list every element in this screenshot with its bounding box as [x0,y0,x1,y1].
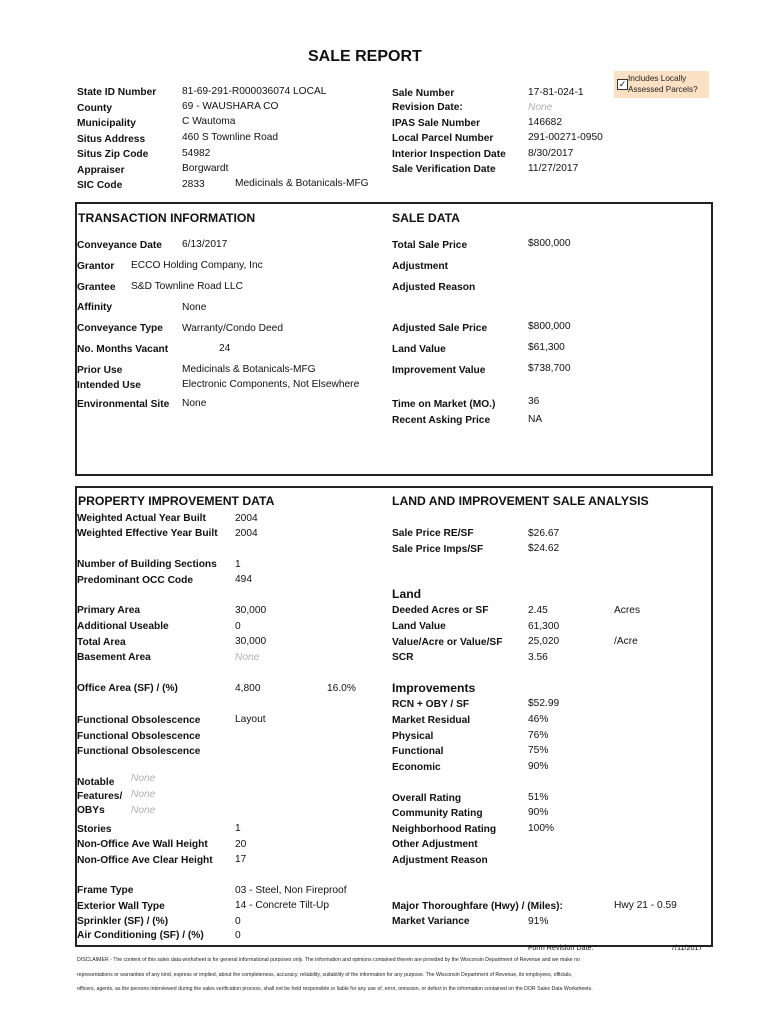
market-residual-label: Market Residual [392,715,471,726]
market-variance-value: 91% [528,916,549,927]
inspection-date-label: Interior Inspection Date [392,149,506,160]
deeded-acres-value: 2.45 [528,605,548,616]
revision-date-value: None [528,102,553,113]
basement-area-value: None [235,652,260,663]
county-value: 69 - WAUSHARA CO [182,101,279,112]
stories-value: 1 [235,823,241,834]
primary-area-label: Primary Area [77,605,141,616]
functional-label: Functional [392,746,444,757]
months-vacant-label: No. Months Vacant [77,344,169,355]
other-adjustment-label: Other Adjustment [392,839,478,850]
revision-date-label: Revision Date: [392,102,463,113]
environmental-label: Environmental Site [77,399,170,410]
verification-date-label: Sale Verification Date [392,164,496,175]
affinity-value: None [182,302,207,313]
sic-code-label: SIC Code [77,180,123,191]
ipas-sale-number-label: IPAS Sale Number [392,118,481,129]
office-area-pct: 16.0% [327,683,356,694]
community-rating-value: 90% [528,807,549,818]
municipality-label: Municipality [77,118,136,129]
grantee-value: S&D Townline Road LLC [131,281,243,292]
conveyance-date-label: Conveyance Date [77,240,162,251]
building-sections-label: Number of Building Sections [77,559,217,570]
disclaimer-line-1: DISCLAIMER - The content of this sales data worksheet is for general informational purposes only. The information and opinions contained therein are provided by the Wisconsin Department of Revenue and we make no [77,957,580,963]
occ-code-value: 494 [235,574,252,585]
total-sale-price-label: Total Sale Price [392,240,468,251]
sprinkler-value: 0 [235,916,241,927]
physical-label: Physical [392,731,434,742]
disclaimer-line-3: officers, agents, as the persons interviewed during the sales verification process, shall not be held responsible or liable for any use of, error, omission, or defect in the information contained on the DOR Sales Data Worksheets. [77,986,593,992]
air-conditioning-label: Air Conditioning (SF) / (%) [77,930,204,941]
form-revision-date: 7/11/2017 [671,943,703,952]
sale-price-re-sf-value: $26.67 [528,528,560,539]
situs-address-label: Situs Address [77,134,146,145]
basement-area-label: Basement Area [77,652,151,663]
state-id-value: 81-69-291-R000036074 LOCAL [182,86,327,97]
obys-label: OBYs [77,805,105,816]
months-vacant-value: 24 [219,343,231,354]
frame-type-label: Frame Type [77,885,134,896]
locally-assessed-checkbox[interactable]: ✓ [618,79,627,89]
sale-price-imps-sf-label: Sale Price Imps/SF [392,544,484,555]
community-rating-label: Community Rating [392,808,483,819]
economic-value: 90% [528,761,549,772]
adjustment-label: Adjustment [392,261,449,272]
functional-obs-3-label: Functional Obsolescence [77,746,201,757]
adjustment-reason-label: Adjustment Reason [392,855,488,866]
air-conditioning-value: 0 [235,930,241,941]
wall-height-value: 20 [235,839,247,850]
sale-data-heading: SALE DATA [392,211,460,225]
analysis-heading: LAND AND IMPROVEMENT SALE ANALYSIS [392,494,649,508]
sprinkler-label: Sprinkler (SF) / (%) [77,916,169,927]
recent-asking-label: Recent Asking Price [392,415,491,426]
time-on-market-label: Time on Market (MO.) [392,399,496,410]
prior-use-label: Prior Use [77,365,123,376]
prior-use-value: Medicinals & Botanicals-MFG [182,364,316,375]
sale-number-label: Sale Number [392,88,455,99]
locally-assessed-label: Includes Locally Assessed Parcels? [628,74,698,94]
conveyance-date-value: 6/13/2017 [182,239,228,250]
notable-value: None [131,773,156,784]
building-sections-value: 1 [235,559,241,570]
situs-address-value: 460 S Townline Road [182,132,279,143]
economic-label: Economic [392,762,441,773]
appraiser-label: Appraiser [77,165,125,176]
notable-label: Notable [77,777,115,788]
local-parcel-value: 291-00271-0950 [528,132,603,143]
sic-code-value: 2833 [182,179,205,190]
functional-obs-2-label: Functional Obsolescence [77,731,201,742]
value-acre-label: Value/Acre or Value/SF [392,637,503,648]
local-parcel-label: Local Parcel Number [392,133,494,144]
clear-height-value: 17 [235,854,247,865]
time-on-market-value: 36 [528,396,540,407]
occ-code-label: Predominant OCC Code [77,575,194,586]
sic-code-description: Medicinals & Botanicals-MFG [235,178,369,189]
features-label: Features/ [77,791,123,802]
disclaimer-line-2: representations or warranties of any kind, express or implied, about the completeness, accuracy, reliability, suitability of the information for any purpose. The Wisconsin Department of Revenue, its employees, officials, [77,972,573,978]
neighborhood-rating-label: Neighborhood Rating [392,824,497,835]
office-area-value: 4,800 [235,683,261,694]
analysis-land-value-value: 61,300 [528,621,560,632]
scr-label: SCR [392,652,414,663]
appraiser-value: Borgwardt [182,163,229,174]
improvement-value-value: $738,700 [528,363,571,374]
obys-value: None [131,805,156,816]
improvements-heading: Improvements [392,681,476,695]
total-sale-price-value: $800,000 [528,238,571,249]
office-area-label: Office Area (SF) / (%) [77,683,178,694]
land-value-value: $61,300 [528,342,565,353]
additional-useable-label: Additional Useable [77,621,169,632]
verification-date-value: 11/27/2017 [528,163,579,174]
functional-value: 75% [528,745,549,756]
land-value-label: Land Value [392,344,446,355]
weighted-actual-value: 2004 [235,513,258,524]
rcn-label: RCN + OBY / SF [392,699,470,710]
adjusted-sale-price-label: Adjusted Sale Price [392,323,488,334]
county-label: County [77,103,113,114]
grantor-label: Grantor [77,261,115,272]
grantor-value: ECCO Holding Company, Inc [131,260,263,271]
value-acre-unit: /Acre [614,636,638,647]
state-id-label: State ID Number [77,87,157,98]
wall-height-label: Non-Office Ave Wall Height [77,839,208,850]
intended-use-label: Intended Use [77,380,141,391]
deeded-acres-label: Deeded Acres or SF [392,605,489,616]
major-thoroughfare-label: Major Thoroughfare (Hwy) / (Miles): [392,901,563,912]
intended-use-value: Electronic Components, Not Elsewhere [182,379,360,390]
grantee-label: Grantee [77,282,116,293]
functional-obs-1-value: Layout [235,714,266,725]
deeded-acres-unit: Acres [614,605,641,616]
situs-zip-value: 54982 [182,148,211,159]
form-revision-label: Form Revision Date: [528,943,594,952]
exterior-wall-label: Exterior Wall Type [77,901,165,912]
ipas-sale-number-value: 146682 [528,117,562,128]
weighted-effective-label: Weighted Effective Year Built [77,528,218,539]
frame-type-value: 03 - Steel, Non Fireproof [235,885,347,896]
sale-price-imps-sf-value: $24.62 [528,543,560,554]
functional-obs-1-label: Functional Obsolescence [77,715,201,726]
clear-height-label: Non-Office Ave Clear Height [77,855,213,866]
sale-price-re-sf-label: Sale Price RE/SF [392,528,474,539]
municipality-value: C Wautoma [182,116,236,127]
land-heading: Land [392,587,422,601]
adjusted-sale-price-value: $800,000 [528,321,571,332]
stories-label: Stories [77,824,112,835]
environmental-value: None [182,398,207,409]
weighted-actual-label: Weighted Actual Year Built [77,513,206,524]
market-variance-label: Market Variance [392,916,470,927]
additional-useable-value: 0 [235,621,241,632]
conveyance-type-label: Conveyance Type [77,323,163,334]
features-value: None [131,789,156,800]
affinity-label: Affinity [77,302,113,313]
sale-number-value: 17-81-024-1 [528,87,584,98]
exterior-wall-value: 14 - Concrete Tilt-Up [235,900,329,911]
primary-area-value: 30,000 [235,605,267,616]
page-title: SALE REPORT [308,48,422,65]
total-area-label: Total Area [77,637,126,648]
physical-value: 76% [528,730,549,741]
rcn-value: $52.99 [528,698,560,709]
market-residual-value: 46% [528,714,549,725]
inspection-date-value: 8/30/2017 [528,148,574,159]
overall-rating-label: Overall Rating [392,793,462,804]
recent-asking-value: NA [528,414,543,425]
adjusted-reason-label: Adjusted Reason [392,282,476,293]
weighted-effective-value: 2004 [235,528,258,539]
major-thoroughfare-value: Hwy 21 - 0.59 [614,900,677,911]
transaction-heading: TRANSACTION INFORMATION [78,211,256,225]
total-area-value: 30,000 [235,636,267,647]
improvement-value-label: Improvement Value [392,365,486,376]
conveyance-type-value: Warranty/Condo Deed [182,323,283,334]
situs-zip-label: Situs Zip Code [77,149,149,160]
value-acre-value: 25,020 [528,636,560,647]
overall-rating-value: 51% [528,792,549,803]
neighborhood-rating-value: 100% [528,823,555,834]
analysis-land-value-label: Land Value [392,621,446,632]
property-heading: PROPERTY IMPROVEMENT DATA [78,494,275,508]
scr-value: 3.56 [528,652,548,663]
